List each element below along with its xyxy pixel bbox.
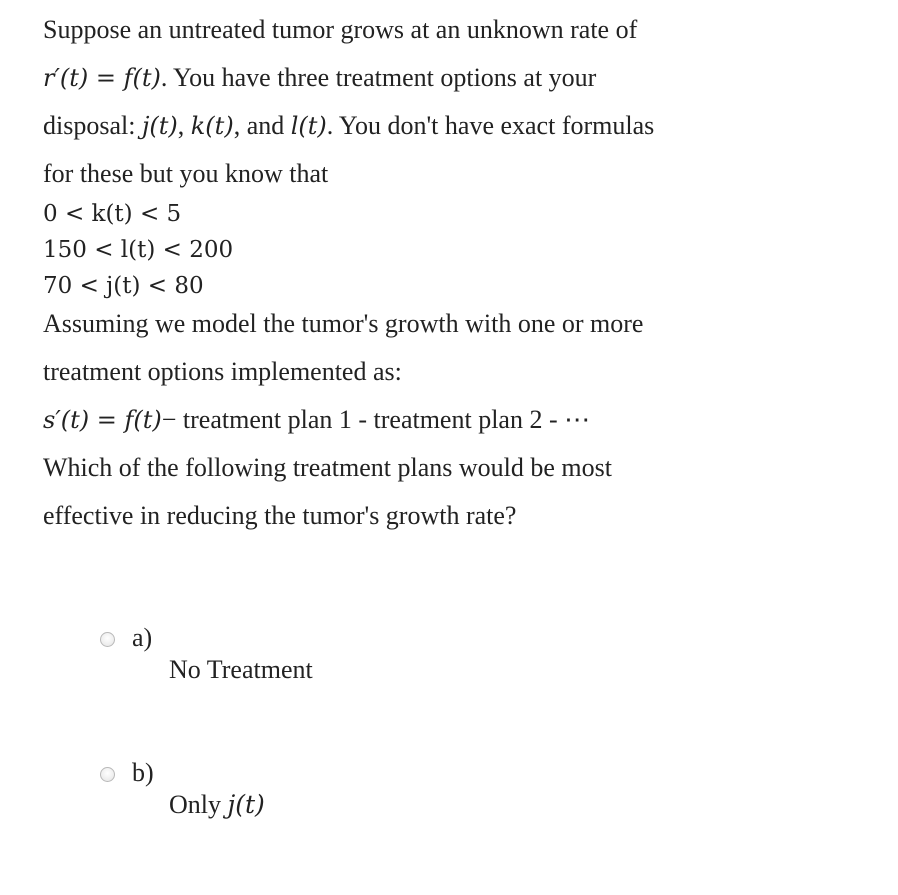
option-text-prefix: Only [169, 790, 228, 819]
question-text [43, 6, 843, 540]
option-text-math: j(t) [227, 790, 265, 819]
radio-option-b[interactable] [100, 767, 115, 782]
function-k: k(t) [190, 112, 234, 140]
inequality-list [43, 196, 843, 304]
radio-option-a[interactable] [100, 632, 115, 647]
question-fragment: , and [233, 111, 291, 140]
question-line: effective in reducing the tumor's growth rate? [43, 501, 517, 530]
question-line: Which of the following treatment plans would be most [43, 453, 612, 482]
model-formula-math: s′(t) = f(t) [43, 406, 162, 434]
model-formula [43, 396, 843, 444]
inequality-k: 0 < k(t) < 5 [43, 201, 182, 227]
question-fragment: . You have three treatment options at your [160, 63, 597, 92]
question-fragment: . You don't have exact formulas [326, 111, 655, 140]
option-text [169, 790, 265, 820]
inequality-l: 150 < l(t) < 200 [43, 237, 234, 263]
option-text: No Treatment [169, 655, 313, 684]
model-formula-text: − treatment plan 1 - treatment plan 2 - ⋯ [161, 405, 591, 434]
inequality-j: 70 < j(t) < 80 [43, 273, 204, 299]
option-letter: b) [132, 758, 154, 787]
question-line [43, 54, 843, 102]
growth-rate-formula: r′(t) = f(t) [43, 64, 161, 92]
question-line: treatment options implemented as: [43, 357, 402, 386]
function-l: l(t) [290, 112, 327, 140]
question-line [43, 102, 843, 150]
option-letter: a) [132, 623, 153, 652]
question-fragment: disposal: [43, 111, 142, 140]
question-line: for these but you know that [43, 159, 329, 188]
function-j: j(t) [141, 112, 178, 140]
question-line: Assuming we model the tumor's growth with one or more [43, 309, 644, 338]
question-fragment: , [177, 111, 191, 140]
question-line: Suppose an untreated tumor grows at an unknown rate of [43, 15, 638, 44]
